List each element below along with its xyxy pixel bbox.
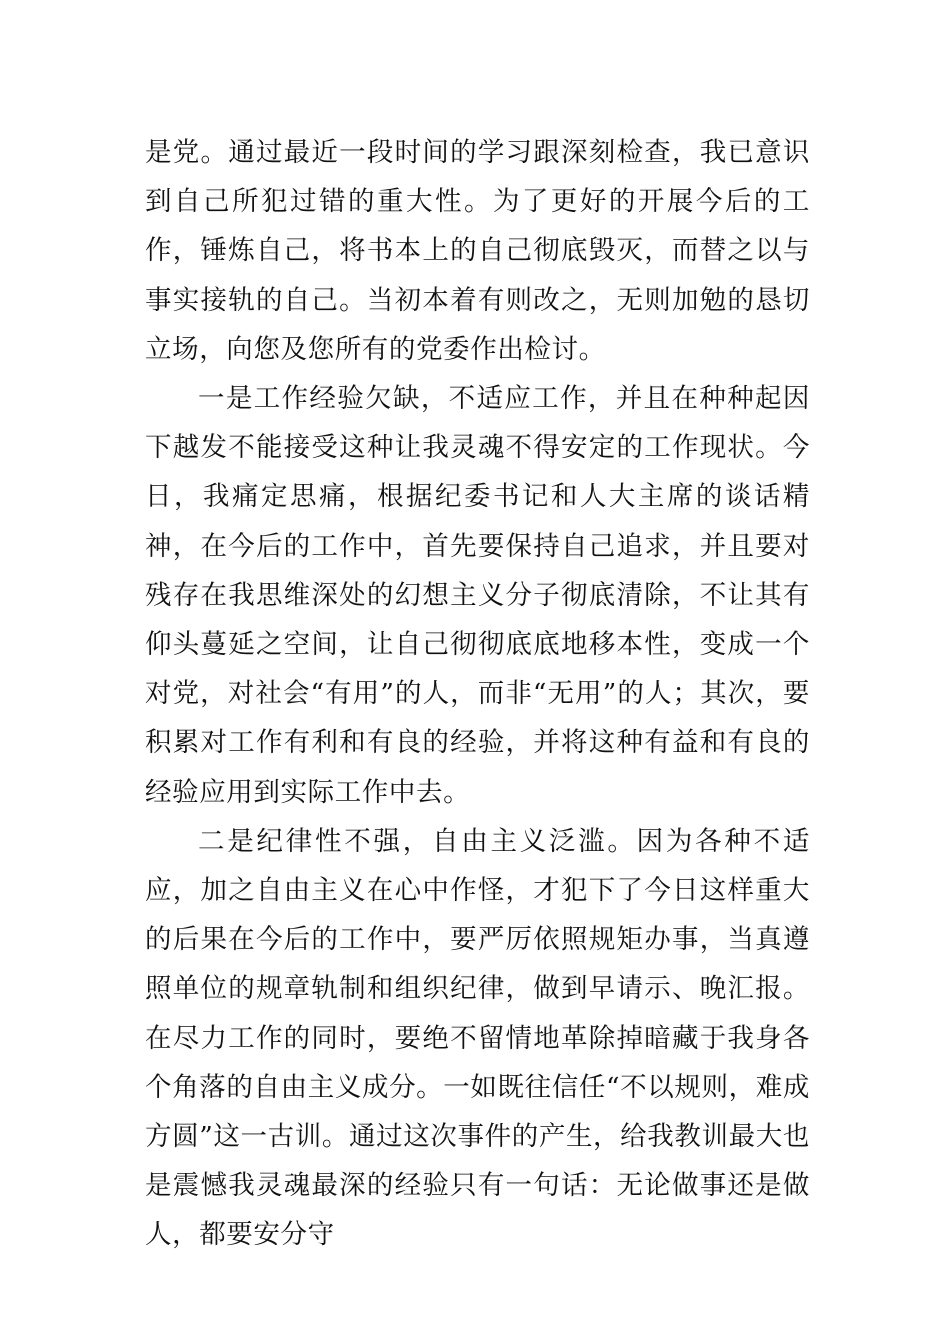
paragraph-continuation: 是党。通过最近一段时间的学习跟深刻检查，我已意识到自己所犯过错的重大性。为了更好的开展今后的工作，锤炼自己，将书本上的自己彻底毁灭，而替之以与事实接轨的自己。当初本着有则改之，无则加勉的恳切立场，向您及您所有的党委作出检讨。 [145,137,810,365]
paragraph-point-two: 二是纪律性不强，自由主义泛滥。因为各种不适应，加之自由主义在心中作怪，才犯下了今日这样重大的后果在今后的工作中，要严厉依照规矩办事，当真遵照单位的规章轨制和组织纪律，做到早请示、晚汇报。在尽力工作的同时，要绝不留情地革除掉暗藏于我身各个角落的自由主义成分。一如既往信任“不以规则，难成方圆”这一古训。通过这次事件的产生，给我教训最大也是震憾我灵魂最深的经验只有一句话：无论做事还是做人，都要安分守 [145,825,810,1251]
paragraph-point-one: 一是工作经验欠缺，不适应工作，并且在种种起因下越发不能接受这种让我灵魂不得安定的工作现状。今日，我痛定思痛，根据纪委书记和人大主席的谈话精神，在今后的工作中，首先要保持自己追求，并且要对残存在我思维深处的幻想主义分子彻底清除，不让其有仰头蔓延之空间，让自己彻彻底底地移本性，变成一个对党，对社会“有用”的人，而非“无用”的人；其次，要积累对工作有利和有良的经验，并将这种有益和有良的经验应用到实际工作中去。 [145,383,810,808]
document-body [145,128,810,1260]
